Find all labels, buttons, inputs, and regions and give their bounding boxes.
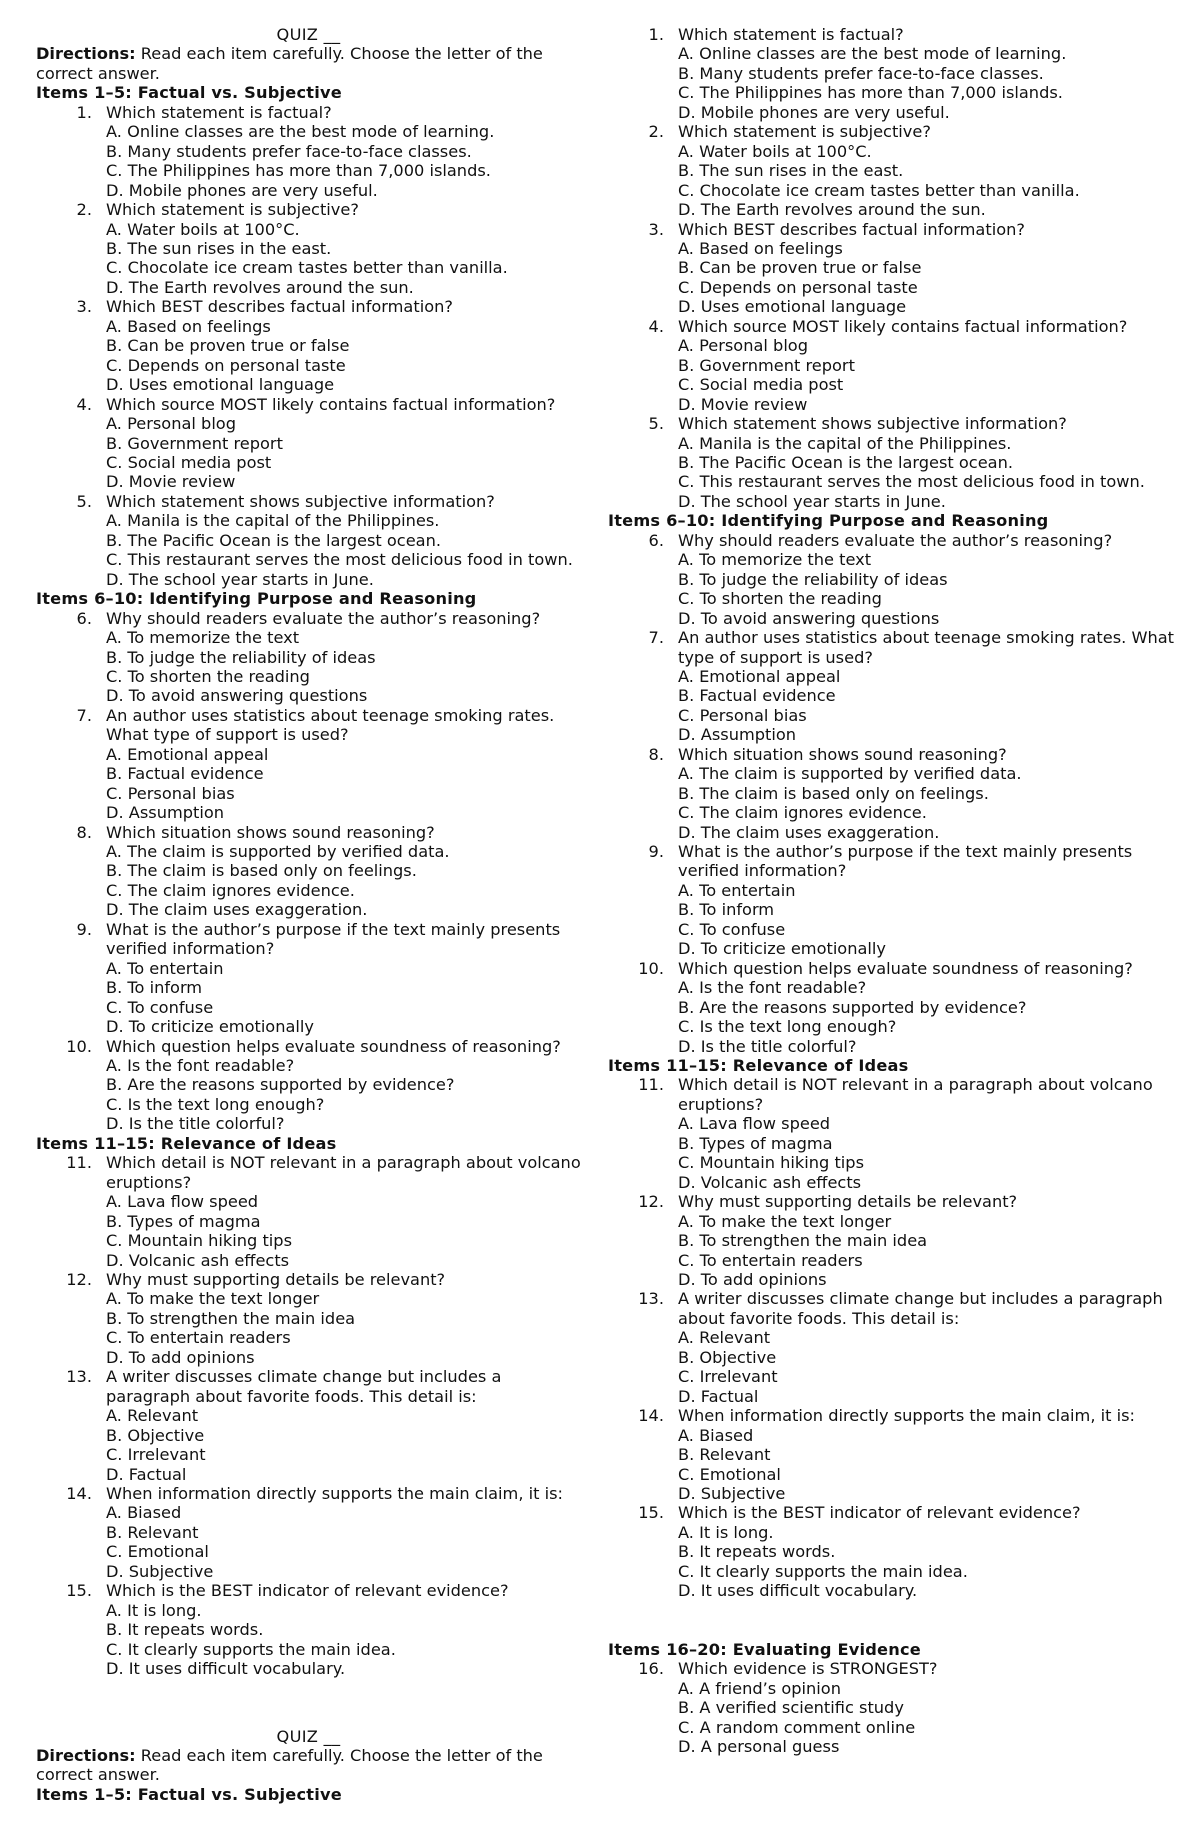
- answer-option: C. Irrelevant: [678, 1367, 778, 1387]
- question-text: A writer discusses climate change but includes a paragraph about favorite foods. This detail is:: [106, 1367, 502, 1406]
- answer-option: B. The sun rises in the east.: [678, 161, 904, 181]
- answer-option: C. Depends on personal taste: [678, 277, 918, 297]
- question-number: 2.: [76, 200, 92, 220]
- question-text: Why must supporting details be relevant?: [106, 1270, 446, 1289]
- question-text: Which question helps evaluate soundness of reasoning?: [678, 958, 1133, 978]
- answer-option: A. It is long.: [678, 1522, 774, 1542]
- question-text: When information directly supports the main claim, it is:: [106, 1483, 563, 1503]
- answer-option: B. The sun rises in the east.: [106, 238, 332, 258]
- answer-option: D. Mobile phones are very useful.: [106, 180, 378, 200]
- question-number: 4.: [648, 316, 664, 336]
- answer-option: C. Mountain hiking tips: [678, 1153, 865, 1173]
- section-heading: Items 16–20: Evaluating Evidence: [608, 1639, 921, 1659]
- question-item: [36, 706, 581, 823]
- answer-option: D. Movie review: [106, 472, 236, 492]
- answer-option: C. Emotional: [678, 1464, 781, 1484]
- section-heading: Items 11–15: Relevance of Ideas: [36, 1133, 337, 1153]
- directions-label: Directions:: [36, 1745, 136, 1765]
- page-gap: [36, 1679, 581, 1727]
- question-item: [608, 25, 1188, 122]
- answer-option: C. Irrelevant: [106, 1445, 206, 1465]
- question-list: [36, 609, 581, 1134]
- answer-option: C. It clearly supports the main idea.: [678, 1561, 968, 1581]
- question-text: Which source MOST likely contains factual information?: [106, 394, 556, 414]
- answer-option: B. It repeats words.: [106, 1620, 264, 1640]
- question-text: Why should readers evaluate the author’s reasoning?: [106, 608, 541, 628]
- question-item: [608, 1406, 1188, 1503]
- answer-option: C. Chocolate ice cream tastes better than vanilla.: [678, 180, 1080, 200]
- answer-option: A. Emotional appeal: [106, 744, 269, 764]
- answer-option: B. Many students prefer face-to-face classes.: [678, 63, 1044, 83]
- answer-option: C. Social media post: [106, 452, 272, 472]
- question-number: 1.: [76, 102, 92, 122]
- question-item: [36, 492, 581, 589]
- question-item: [608, 1503, 1188, 1600]
- question-number: 5.: [648, 414, 664, 434]
- question-number: 12.: [66, 1270, 92, 1289]
- answer-option: C. To shorten the reading: [106, 666, 310, 686]
- question-item: [36, 1270, 581, 1367]
- question-text: Why should readers evaluate the author’s reasoning?: [678, 530, 1113, 550]
- answer-option: C. A random comment online: [678, 1717, 916, 1737]
- question-item: [36, 1153, 581, 1270]
- answer-option: C. Is the text long enough?: [678, 1017, 897, 1037]
- question-item: [608, 842, 1188, 959]
- question-text: An author uses statistics about teenage smoking rates. What type of support is used?: [678, 628, 1174, 667]
- answer-option: C. The claim ignores evidence.: [106, 880, 355, 900]
- answer-option: B. To inform: [106, 978, 203, 998]
- question-number: 13.: [66, 1367, 92, 1387]
- directions: [36, 44, 581, 83]
- question-text: Which statement is subjective?: [678, 122, 931, 142]
- question-number: 4.: [76, 394, 92, 414]
- answer-option: A. Based on feelings: [106, 316, 271, 336]
- question-list: [36, 1153, 581, 1678]
- section-heading: Items 6–10: Identifying Purpose and Reasoning: [608, 511, 1049, 531]
- answer-option: B. To strengthen the main idea: [678, 1231, 928, 1251]
- answer-option: B. The Pacific Ocean is the largest ocean.: [678, 452, 1013, 472]
- question-number: 10.: [638, 958, 664, 978]
- answer-option: C. Depends on personal taste: [106, 355, 346, 375]
- answer-option: C. Is the text long enough?: [106, 1094, 325, 1114]
- question-list: [36, 103, 581, 589]
- answer-option: D. Assumption: [678, 725, 797, 745]
- answer-option: A. To memorize the text: [678, 550, 872, 570]
- question-text: Which statement shows subjective information?: [678, 414, 1067, 434]
- page-gap: [608, 1601, 1188, 1640]
- question-text: Which question helps evaluate soundness of reasoning?: [106, 1036, 561, 1056]
- question-number: 3.: [76, 297, 92, 317]
- question-item: [608, 1075, 1188, 1192]
- answer-option: D. The claim uses exaggeration.: [678, 822, 940, 842]
- answer-option: D. To avoid answering questions: [106, 686, 368, 706]
- answer-option: C. Mountain hiking tips: [106, 1231, 293, 1251]
- question-number: 9.: [76, 919, 92, 939]
- answer-option: A. A friend’s opinion: [678, 1678, 841, 1698]
- answer-option: D. The claim uses exaggeration.: [106, 900, 368, 920]
- answer-option: D. Uses emotional language: [106, 375, 335, 395]
- question-item: [608, 220, 1188, 317]
- answer-option: A. Water boils at 100°C.: [678, 141, 872, 161]
- question-item: [608, 1659, 1188, 1756]
- question-item: [36, 1037, 581, 1134]
- answer-option: A. The claim is supported by verified data.: [106, 842, 450, 862]
- answer-option: B. Can be proven true or false: [678, 258, 922, 278]
- question-list: [608, 1075, 1188, 1600]
- question-text: What is the author’s purpose if the text mainly presents verified information?: [106, 919, 561, 959]
- question-number: 5.: [76, 491, 92, 511]
- question-item: [36, 1581, 581, 1678]
- question-item: [608, 317, 1188, 414]
- question-text: Which situation shows sound reasoning?: [106, 822, 435, 842]
- directions-text: Read each item carefully. Choose the letter of the correct answer.: [36, 44, 543, 83]
- question-item: [36, 200, 581, 297]
- answer-option: D. Subjective: [678, 1483, 786, 1503]
- answer-option: A. Relevant: [678, 1328, 771, 1348]
- question-number: 14.: [66, 1483, 92, 1503]
- answer-option: D. Volcanic ash effects: [678, 1172, 862, 1192]
- question-number: 6.: [648, 530, 664, 550]
- answer-option: C. It clearly supports the main idea.: [106, 1639, 396, 1659]
- question-list: [608, 531, 1188, 1056]
- answer-option: B. To judge the reliability of ideas: [106, 647, 376, 667]
- question-item: [608, 745, 1188, 842]
- question-text: Which statement is factual?: [106, 102, 332, 122]
- answer-option: D. Mobile phones are very useful.: [678, 102, 950, 122]
- answer-option: C. To shorten the reading: [678, 589, 882, 609]
- answer-option: B. Factual evidence: [678, 686, 836, 706]
- question-number: 7.: [648, 628, 664, 648]
- answer-option: A. To entertain: [678, 880, 796, 900]
- answer-option: A. To entertain: [106, 958, 224, 978]
- question-text: What is the author’s purpose if the text mainly presents verified information?: [678, 842, 1133, 881]
- question-number: 1.: [648, 25, 664, 44]
- answer-option: B. Factual evidence: [106, 764, 264, 784]
- answer-option: A. Personal blog: [678, 336, 808, 356]
- answer-option: A. Relevant: [106, 1406, 199, 1426]
- question-number: 11.: [66, 1153, 92, 1173]
- answer-option: C. The Philippines has more than 7,000 islands.: [106, 161, 491, 181]
- question-text: Which is the BEST indicator of relevant evidence?: [106, 1581, 509, 1601]
- answer-option: D. A personal guess: [678, 1736, 840, 1756]
- question-item: [608, 531, 1188, 628]
- question-number: 9.: [648, 842, 664, 862]
- question-number: 13.: [638, 1289, 664, 1309]
- answer-option: D. Factual: [106, 1464, 187, 1484]
- answer-option: B. A verified scientific study: [678, 1698, 904, 1718]
- answer-option: B. Government report: [678, 355, 855, 375]
- question-number: 7.: [76, 705, 92, 725]
- question-text: Which statement is subjective?: [106, 200, 359, 220]
- question-text: An author uses statistics about teenage smoking rates. What type of support is used?: [106, 705, 555, 745]
- answer-option: D. The Earth revolves around the sun.: [106, 277, 414, 297]
- question-text: Which statement is factual?: [678, 25, 904, 44]
- section-heading: Items 1–5: Factual vs. Subjective: [36, 83, 342, 103]
- question-item: [608, 122, 1188, 219]
- answer-option: C. To confuse: [678, 919, 786, 939]
- answer-option: C. Chocolate ice cream tastes better than vanilla.: [106, 258, 508, 278]
- answer-option: D. Is the title colorful?: [678, 1036, 857, 1056]
- answer-option: B. Are the reasons supported by evidence?: [106, 1075, 455, 1095]
- question-number: 14.: [638, 1406, 664, 1426]
- question-list: [608, 1659, 1188, 1756]
- answer-option: D. The Earth revolves around the sun.: [678, 200, 986, 220]
- answer-option: A. Is the font readable?: [106, 1056, 295, 1076]
- answer-option: C. Social media post: [678, 375, 844, 395]
- quiz-page-right: [608, 25, 1188, 1756]
- answer-option: A. The claim is supported by verified data.: [678, 764, 1022, 784]
- answer-option: B. Are the reasons supported by evidence?: [678, 997, 1027, 1017]
- answer-option: D. Volcanic ash effects: [106, 1250, 290, 1270]
- quiz-title: QUIZ __: [276, 25, 341, 44]
- answer-option: B. Objective: [678, 1347, 777, 1367]
- question-item: [36, 1367, 581, 1484]
- answer-option: C. To entertain readers: [678, 1250, 863, 1270]
- answer-option: C. The claim ignores evidence.: [678, 803, 927, 823]
- answer-option: A. Water boils at 100°C.: [106, 219, 300, 239]
- question-text: Which evidence is STRONGEST?: [678, 1659, 938, 1679]
- answer-option: D. To criticize emotionally: [678, 939, 886, 959]
- answer-option: C. The Philippines has more than 7,000 islands.: [678, 83, 1063, 103]
- question-item: [36, 609, 581, 706]
- answer-option: B. Relevant: [106, 1522, 199, 1542]
- question-item: [36, 103, 581, 200]
- answer-option: B. The Pacific Ocean is the largest ocean.: [106, 530, 441, 550]
- answer-option: A. Lava flow speed: [106, 1192, 259, 1212]
- answer-option: D. Movie review: [678, 394, 808, 414]
- answer-option: A. To make the text longer: [678, 1211, 892, 1231]
- question-item: [36, 395, 581, 492]
- question-item: [608, 414, 1188, 511]
- question-number: 16.: [638, 1659, 664, 1679]
- answer-option: C. This restaurant serves the most delicious food in town.: [106, 550, 573, 570]
- answer-option: D. The school year starts in June.: [106, 569, 374, 589]
- question-text: When information directly supports the main claim, it is:: [678, 1406, 1135, 1426]
- question-number: 10.: [66, 1036, 92, 1056]
- answer-option: B. The claim is based only on feelings.: [678, 783, 989, 803]
- question-text: Which detail is NOT relevant in a paragraph about volcano eruptions?: [106, 1153, 581, 1192]
- question-item: [36, 920, 581, 1037]
- answer-option: C. Personal bias: [106, 783, 235, 803]
- question-number: 15.: [66, 1581, 92, 1601]
- answer-option: B. Relevant: [678, 1445, 771, 1465]
- answer-option: D. To add opinions: [106, 1347, 255, 1367]
- answer-option: A. To memorize the text: [106, 628, 300, 648]
- answer-option: D. To add opinions: [678, 1270, 827, 1289]
- answer-option: A. Manila is the capital of the Philippines.: [678, 433, 1012, 453]
- answer-option: D. It uses difficult vocabulary.: [678, 1581, 918, 1601]
- answer-option: A. Lava flow speed: [678, 1114, 831, 1134]
- answer-option: C. To confuse: [106, 997, 214, 1017]
- answer-option: A. To make the text longer: [106, 1289, 320, 1309]
- answer-option: A. Online classes are the best mode of learning.: [106, 122, 495, 142]
- directions: [36, 1746, 581, 1785]
- question-number: 12.: [638, 1192, 664, 1212]
- answer-option: D. The school year starts in June.: [678, 491, 946, 511]
- question-number: 8.: [648, 744, 664, 764]
- question-text: Which source MOST likely contains factual information?: [678, 316, 1128, 336]
- question-number: 8.: [76, 822, 92, 842]
- answer-option: B. The claim is based only on feelings.: [106, 861, 417, 881]
- answer-option: A. It is long.: [106, 1600, 202, 1620]
- answer-option: C. This restaurant serves the most delicious food in town.: [678, 472, 1145, 492]
- answer-option: D. Assumption: [106, 803, 225, 823]
- answer-option: D. Factual: [678, 1386, 759, 1406]
- answer-option: D. Uses emotional language: [678, 297, 907, 317]
- answer-option: A. Personal blog: [106, 414, 236, 434]
- answer-option: B. It repeats words.: [678, 1542, 836, 1562]
- question-item: [36, 297, 581, 394]
- question-text: Why must supporting details be relevant?: [678, 1192, 1018, 1212]
- question-text: A writer discusses climate change but includes a paragraph about favorite foods. This detail is:: [678, 1289, 1163, 1328]
- question-text: Which BEST describes factual information?: [678, 219, 1025, 239]
- question-list: [608, 25, 1188, 511]
- answer-option: D. To criticize emotionally: [106, 1017, 314, 1037]
- directions-text: Read each item carefully. Choose the letter of the correct answer.: [36, 1745, 543, 1785]
- question-text: Which BEST describes factual information?: [106, 297, 453, 317]
- question-text: Which is the BEST indicator of relevant evidence?: [678, 1503, 1081, 1523]
- answer-option: A. Biased: [106, 1503, 182, 1523]
- answer-option: B. Types of magma: [678, 1133, 833, 1153]
- question-item: [36, 1484, 581, 1581]
- answer-option: A. Biased: [678, 1425, 754, 1445]
- question-text: Which detail is NOT relevant in a paragraph about volcano eruptions?: [678, 1075, 1153, 1114]
- answer-option: B. To strengthen the main idea: [106, 1308, 356, 1328]
- answer-option: C. Personal bias: [678, 705, 807, 725]
- section-heading: Items 6–10: Identifying Purpose and Reasoning: [36, 589, 477, 609]
- answer-option: D. It uses difficult vocabulary.: [106, 1659, 346, 1679]
- answer-option: C. Emotional: [106, 1542, 209, 1562]
- question-number: 11.: [638, 1075, 664, 1095]
- answer-option: B. Government report: [106, 433, 283, 453]
- answer-option: C. To entertain readers: [106, 1328, 291, 1348]
- answer-option: A. Is the font readable?: [678, 978, 867, 998]
- section-heading: Items 1–5: Factual vs. Subjective: [36, 1784, 342, 1804]
- question-number: 2.: [648, 122, 664, 142]
- answer-option: B. To inform: [678, 900, 775, 920]
- answer-option: A. Online classes are the best mode of learning.: [678, 44, 1067, 64]
- question-text: Which situation shows sound reasoning?: [678, 744, 1007, 764]
- quiz-page-left: [36, 25, 581, 1804]
- question-item: [608, 1289, 1188, 1406]
- answer-option: B. Objective: [106, 1425, 205, 1445]
- answer-option: D. Is the title colorful?: [106, 1114, 285, 1134]
- question-item: [608, 628, 1188, 745]
- question-number: 6.: [76, 608, 92, 628]
- question-item: [36, 823, 581, 920]
- answer-option: D. To avoid answering questions: [678, 608, 940, 628]
- question-text: Which statement shows subjective information?: [106, 491, 495, 511]
- answer-option: B. To judge the reliability of ideas: [678, 569, 948, 589]
- section-heading: Items 11–15: Relevance of Ideas: [608, 1056, 909, 1076]
- directions-label: Directions:: [36, 44, 136, 64]
- question-number: 15.: [638, 1503, 664, 1523]
- answer-option: D. Subjective: [106, 1561, 214, 1581]
- question-item: [608, 1192, 1188, 1289]
- answer-option: A. Based on feelings: [678, 238, 843, 258]
- question-item: [608, 959, 1188, 1056]
- quiz-title: QUIZ __: [276, 1726, 341, 1746]
- answer-option: B. Types of magma: [106, 1211, 261, 1231]
- answer-option: A. Emotional appeal: [678, 666, 841, 686]
- answer-option: A. Manila is the capital of the Philippines.: [106, 511, 440, 531]
- answer-option: B. Many students prefer face-to-face classes.: [106, 141, 472, 161]
- answer-option: B. Can be proven true or false: [106, 336, 350, 356]
- question-number: 3.: [648, 219, 664, 239]
